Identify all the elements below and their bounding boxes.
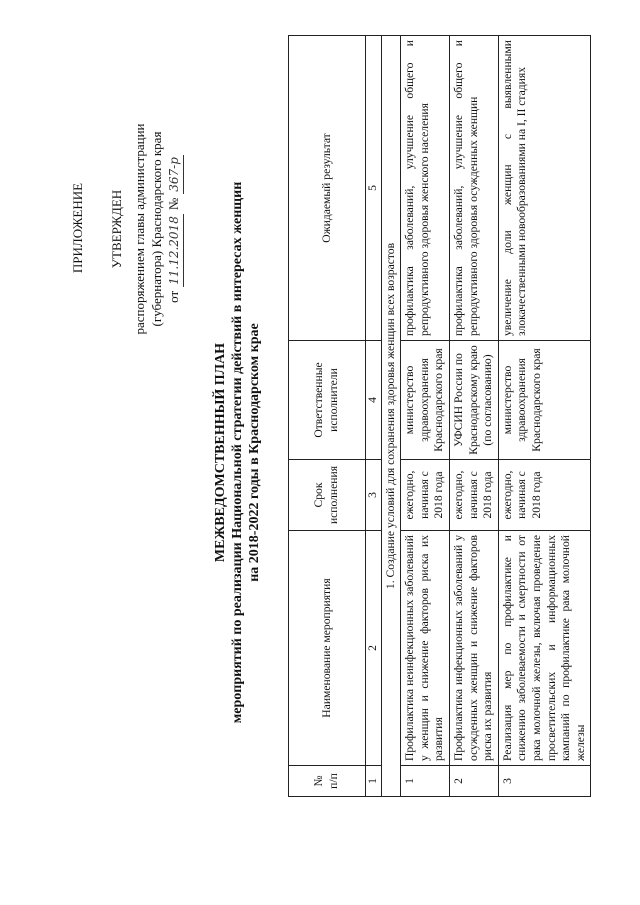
handwritten-number: 367-р bbox=[166, 155, 184, 194]
table-row bbox=[498, 36, 591, 797]
row-num: 1 bbox=[401, 766, 450, 797]
row-result: профилактика заболеваний, улучшение общего и репродуктивного здоровья осужденных женщин bbox=[449, 36, 498, 341]
table-row bbox=[449, 36, 498, 797]
header-executors: Ответственные исполнители bbox=[289, 341, 366, 460]
column-number: 5 bbox=[366, 36, 382, 341]
decree-line-1: распоряжением главы администрации bbox=[132, 123, 147, 335]
title-line-3: на 2018-2022 годы в Краснодарском крае bbox=[247, 323, 262, 582]
row-executors: министерство здравоохранения Краснодарского края bbox=[401, 341, 450, 460]
row-term: ежегодно, начиная с 2018 года bbox=[449, 460, 498, 531]
column-number: 3 bbox=[366, 460, 382, 531]
row-executors: министерство здравоохранения Краснодарского края bbox=[498, 341, 591, 460]
row-term: ежегодно, начиная с 2018 года bbox=[498, 460, 591, 531]
approved-label: УТВЕРЖДЕН bbox=[109, 189, 124, 269]
row-executors: УФСИН России по Краснодарскому краю (по согласованию) bbox=[449, 341, 498, 460]
number-label: № bbox=[166, 197, 181, 211]
column-number: 4 bbox=[366, 341, 382, 460]
appendix-label: ПРИЛОЖЕНИЕ bbox=[70, 182, 85, 274]
section-title: 1. Создание условий для сохранения здоровья женщин всех возрастов bbox=[381, 36, 401, 797]
row-num: 2 bbox=[449, 766, 498, 797]
row-result: увеличение доли женщин с выявленными злокачественными новообразованиями на I, II стадиях bbox=[498, 36, 591, 341]
column-numbers-row bbox=[366, 36, 382, 797]
plan-table bbox=[288, 35, 591, 797]
header-term: Срок исполнения bbox=[289, 460, 366, 531]
title-line-1: МЕЖВЕДОМСТВЕННЫЙ ПЛАН bbox=[213, 342, 228, 563]
row-num: 3 bbox=[498, 766, 591, 797]
column-number: 1 bbox=[366, 766, 382, 797]
section-row bbox=[381, 36, 401, 797]
handwritten-date: 11.12.2018 bbox=[166, 214, 184, 287]
approval-block bbox=[108, 89, 184, 369]
decree-line-2: (губернатора) Краснодарского края bbox=[149, 131, 164, 327]
header-name: Наименование мероприятия bbox=[289, 531, 366, 766]
table-row bbox=[401, 36, 450, 797]
decree-date-line bbox=[165, 89, 184, 369]
row-result: профилактика заболеваний, улучшение общего и репродуктивного здоровья женского населения bbox=[401, 36, 450, 341]
header-num: № п/п bbox=[289, 766, 366, 797]
header-result: Ожидаемый результат bbox=[289, 36, 366, 341]
row-name: Профилактика инфекционных заболеваний у осужденных женщин и снижение факторов риска их развития bbox=[449, 531, 498, 766]
title-line-2: мероприятий по реализации Национальной стратегии действий в интересах женщин bbox=[230, 181, 245, 724]
plan-title bbox=[212, 0, 263, 905]
row-name: Профилактика неинфекционных заболеваний у женщин и снижение факторов риска их развития bbox=[401, 531, 450, 766]
column-number: 2 bbox=[366, 531, 382, 766]
row-name: Реализация мер по профилактике и снижению заболеваемости и смертности от рака молочной железы, включая проведение просветительских и информационных кампаний по профилактике рака молочной железы bbox=[498, 531, 591, 766]
table-header-row bbox=[289, 36, 366, 797]
from-label: от bbox=[166, 290, 181, 303]
row-term: ежегодно, начиная с 2018 года bbox=[401, 460, 450, 531]
